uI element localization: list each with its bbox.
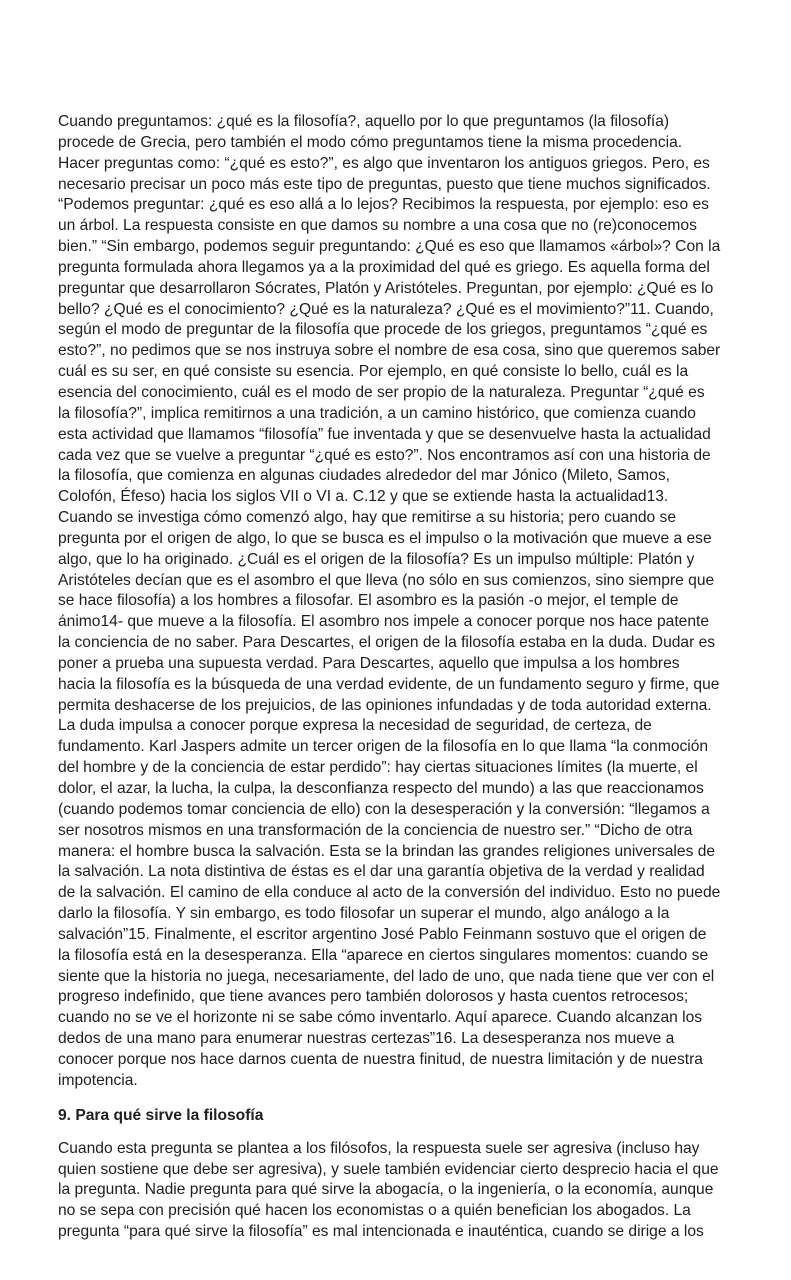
text-line: Aristóteles decían que es el asombro el que lleva (no sólo en sus comienzos, sino siempre que xyxy=(58,571,715,589)
text-line: Cuando se investiga cómo comenzó algo, hay que remitirse a su historia; pero cuando se xyxy=(58,509,677,527)
document-page xyxy=(58,112,748,1243)
text-line: la filosofía, que comienza en algunas ciudades alrededor del mar Jónico (Mileto, Samos, xyxy=(58,467,670,485)
text-line: la pregunta. Nadie pregunta para qué sirve la abogacía, o la ingeniería, o la economía, aunque xyxy=(58,1181,714,1199)
text-line: permita deshacerse de los prejuicios, de las opiniones infundadas y de toda autoridad externa. xyxy=(58,696,712,714)
text-line: (cuando podemos tomar conciencia de ello) con la desesperación y la conversión: “llegamos a xyxy=(58,800,710,818)
text-line: salvación”15. Finalmente, el escritor argentino José Pablo Feinmann sostuvo que el origen de xyxy=(58,925,707,943)
text-line: esta actividad que llamamos “filosofía” fue inventada y que se desenvuelve hasta la actualidad xyxy=(58,425,711,443)
text-line: la salvación. La nota distintiva de éstas es el dar una garantía objetiva de la verdad y realidad xyxy=(58,863,705,881)
text-line: cuando no se ve el horizonte ni se sabe cómo inventarlo. Aquí aparece. Cuando alcanzan los xyxy=(58,1009,703,1027)
text-line: quien sostiene que debe ser agresiva), y suele también evidenciar cierto desprecio hacia el que xyxy=(58,1160,719,1178)
text-line: la conciencia de no saber. Para Descartes, el origen de la filosofía estaba en la duda. Dudar es xyxy=(58,634,716,652)
text-line: progreso indefinido, que tiene avances pero también dolorosos y hasta cuentos retrocesos; xyxy=(58,988,689,1006)
text-line: Hacer preguntas como: “¿qué es esto?”, es algo que inventaron los antiguos griegos. Pero, es xyxy=(58,154,710,172)
text-line: la filosofía está en la desesperanza. Ella “aparece en ciertos singulares momentos: cuando se xyxy=(58,946,709,964)
text-line: Colofón, Éfeso) hacia los siglos VII o VI a. C.12 y que se extiende hasta la actualidad13. xyxy=(58,488,669,506)
text-line: La duda impulsa a conocer porque expresa la necesidad de seguridad, de certeza, de xyxy=(58,717,652,735)
text-line: pregunta formulada ahora llegamos ya a la proximidad del qué es griego. Es aquella forma del xyxy=(58,258,710,276)
text-line: impotencia. xyxy=(58,1071,138,1089)
text-line: esto?”, no pedimos que se nos instruya sobre el nombre de esa cosa, sino que queremos saber xyxy=(58,342,721,360)
text-line: conocer porque nos hace darnos cuenta de nuestra finitud, de nuestra limitación y de nuestra xyxy=(58,1050,703,1068)
text-line: no se sepa con precisión qué hacen los economistas o a quién benefician los abogados. La xyxy=(58,1202,691,1220)
text-line: procede de Grecia, pero también el modo cómo preguntamos tiene la misma procedencia. xyxy=(58,133,683,151)
text-line: darlo la filosofía. Y sin embargo, es todo filosofar un superar el mundo, algo análogo a la xyxy=(58,905,670,923)
text-line: dolor, el azar, la lucha, la culpa, la desconfianza respecto del mundo) a las que reaccionamos xyxy=(58,780,704,797)
text-line: fundamento. Karl Jaspers admite un tercer origen de la filosofía en lo que llama “la conmoción xyxy=(58,738,709,756)
text-line: pregunta por el origen de algo, lo que se busca es el impulso o la motivación que mueve a ese xyxy=(58,529,712,547)
text-line: según el modo de preguntar de la filosofía que procede de los griegos, preguntamos “¿qué es xyxy=(58,321,708,339)
text-line: bien.” “Sin embargo, podemos seguir preguntando: ¿Qué es eso que llamamos «árbol»? Con la xyxy=(58,238,721,256)
text-line: ánimo14- que mueve a la filosofía. El asombro nos impele a conocer porque nos hace patente xyxy=(58,613,710,631)
body-paragraph xyxy=(58,1139,748,1243)
text-line: de la salvación. El camino de ella conduce al acto de la conversión del individuo. Esto no puede xyxy=(58,884,721,902)
text-line: poner a prueba una supuesta verdad. Para Descartes, aquello que impulsa a los hombres xyxy=(58,654,680,672)
text-line: siente que la historia no juega, necesariamente, del lado de uno, que nada tiene que ver con el xyxy=(58,967,715,985)
text-line: un árbol. La respuesta consiste en que damos su nombre a una cosa que no (re)conocemos xyxy=(58,217,697,235)
text-line: Cuando esta pregunta se plantea a los filósofos, la respuesta suele ser agresiva (incluso hay xyxy=(58,1139,700,1157)
text-line: necesario precisar un poco más este tipo de preguntas, puesto que tiene muchos significados. xyxy=(58,175,711,193)
text-line: “Podemos preguntar: ¿qué es eso allá a lo lejos? Recibimos la respuesta, por ejemplo: eso es xyxy=(58,196,709,214)
body-paragraph xyxy=(58,112,748,1092)
text-line: Cuando preguntamos: ¿qué es la filosofía?, aquello por lo que preguntamos (la filosofía) xyxy=(58,113,670,130)
text-line: cada vez que se vuelve a preguntar “¿qué es esto?”. Nos encontramos así con una historia de xyxy=(58,446,711,464)
text-line: preguntar que desarrollaron Sócrates, Platón y Aristóteles. Preguntan, por ejemplo: ¿Qué es lo xyxy=(58,279,714,297)
text-line: hacia la filosofía es la búsqueda de una verdad evidente, de un fundamento seguro y firme, que xyxy=(58,675,720,693)
text-line: algo, que lo ha originado. ¿Cuál es el origen de la filosofía? Es un impulso múltiple: Platón y xyxy=(58,550,695,568)
text-line: se hace filosofía) a los hombres a filosofar. El asombro es la pasión -o mejor, el temple de xyxy=(58,592,679,610)
text-line: del hombre y de la conciencia de estar perdido”: hay ciertas situaciones límites (la muerte, el xyxy=(58,759,698,777)
text-line: pregunta “para qué sirve la filosofía” es mal intencionada e inauténtica, cuando se dirige a los xyxy=(58,1223,704,1241)
section-heading: 9. Para qué sirve la filosofía xyxy=(58,1106,264,1124)
text-line: bello? ¿Qué es el conocimiento? ¿Qué es la naturaleza? ¿Qué es el movimiento?”11. Cuando, xyxy=(58,300,714,318)
text-line: dedos de una mano para enumerar nuestras certezas”16. La desesperanza nos mueve a xyxy=(58,1030,675,1048)
text-line: ser nosotros mismos en una transformación de la conciencia de nuestro ser.” “Dicho de otra xyxy=(58,821,693,839)
text-line: la filosofía?”, implica remitirnos a una tradición, a un camino histórico, que comienza cuando xyxy=(58,404,696,422)
text-line: cuál es su ser, en qué consiste su esencia. Por ejemplo, en qué consiste lo bello, cuál es la xyxy=(58,363,689,381)
text-line: manera: el hombre busca la salvación. Esta se la brindan las grandes religiones universales de xyxy=(58,842,716,860)
text-line: esencia del conocimiento, cuál es el modo de ser propio de la naturaleza. Preguntar “¿qué es xyxy=(58,383,705,401)
